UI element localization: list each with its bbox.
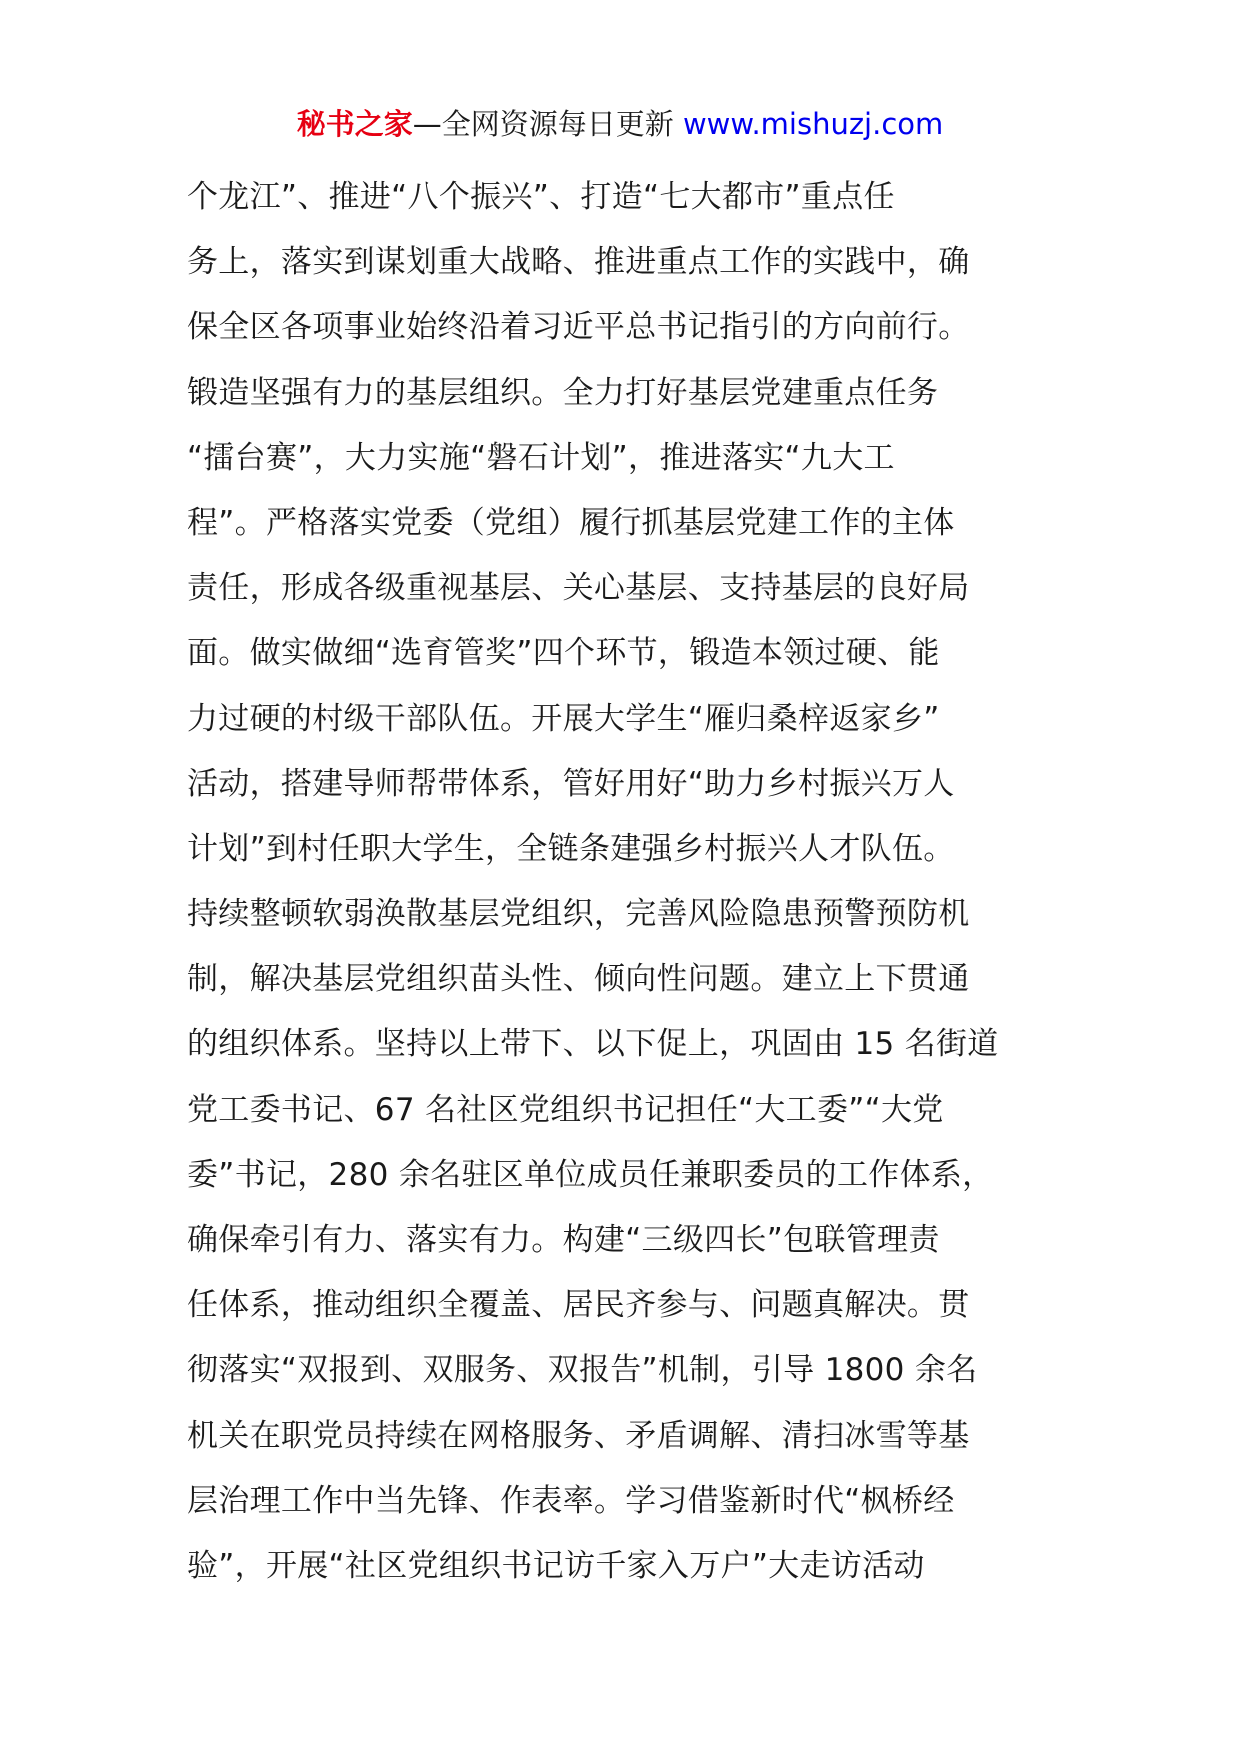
- text-line: 程”。严格落实党委（党组）履行抓基层党建工作的主体: [187, 504, 955, 541]
- site-header: [0, 104, 1240, 144]
- text-line: 的组织体系。坚持以上带下、以下促上，巩固由 15 名街道: [187, 1026, 999, 1063]
- site-url-link[interactable]: www.mishuzj.com: [682, 107, 944, 141]
- site-tagline: —全网资源每日更新: [412, 107, 674, 141]
- text-line: 任体系，推动组织全覆盖、居民齐参与、问题真解决。贯: [187, 1287, 970, 1324]
- text-line: 面。做实做细“选育管奖”四个环节，锻造本领过硬、能: [187, 635, 940, 672]
- text-line: 个龙江”、推进“八个振兴”、打造“七大都市”重点任: [187, 179, 895, 215]
- text-line: 计划”到村任职大学生，全链条建强乡村振兴人才队伍。: [187, 830, 955, 867]
- text-line: 验”，开展“社区党组织书记访千家入万户”大走访活动: [187, 1547, 925, 1584]
- text-line: 机关在职党员持续在网格服务、矛盾调解、清扫冰雪等基: [187, 1417, 970, 1454]
- text-line: 持续整顿软弱涣散基层党组织，完善风险隐患预警预防机: [187, 896, 970, 933]
- site-brand: 秘书之家: [296, 107, 413, 141]
- text-line: 确保牵引有力、落实有力。构建“三级四长”包联管理责: [187, 1222, 940, 1258]
- text-line: 活动，搭建导师帮带体系，管好用好“助力乡村振兴万人: [187, 765, 955, 802]
- text-line: “擂台赛”，大力实施“磐石计划”，推进落实“九大工: [187, 439, 895, 476]
- text-line: 党工委书记、67 名社区党组织书记担任“大工委”“大党: [187, 1091, 944, 1128]
- document-body: [187, 165, 1087, 1599]
- text-line: 层治理工作中当先锋、作表率。学习借鉴新时代“枫桥经: [187, 1482, 955, 1519]
- text-line: 责任，形成各级重视基层、关心基层、支持基层的良好局: [187, 570, 970, 607]
- text-line: 彻落实“双报到、双服务、双报告”机制，引导 1800 余名: [187, 1352, 978, 1389]
- text-line: 力过硬的村级干部队伍。开展大学生“雁归桑梓返家乡”: [187, 700, 940, 737]
- text-line: 务上，落实到谋划重大战略、推进重点工作的实践中，确: [187, 244, 970, 281]
- text-line: 保全区各项事业始终沿着习近平总书记指引的方向前行。: [187, 309, 970, 346]
- text-line: 委”书记，280 余名驻区单位成员任兼职委员的工作体系，: [187, 1156, 994, 1193]
- text-line: 制，解决基层党组织苗头性、倾向性问题。建立上下贯通: [187, 961, 970, 998]
- text-line: 锻造坚强有力的基层组织。全力打好基层党建重点任务: [187, 374, 939, 411]
